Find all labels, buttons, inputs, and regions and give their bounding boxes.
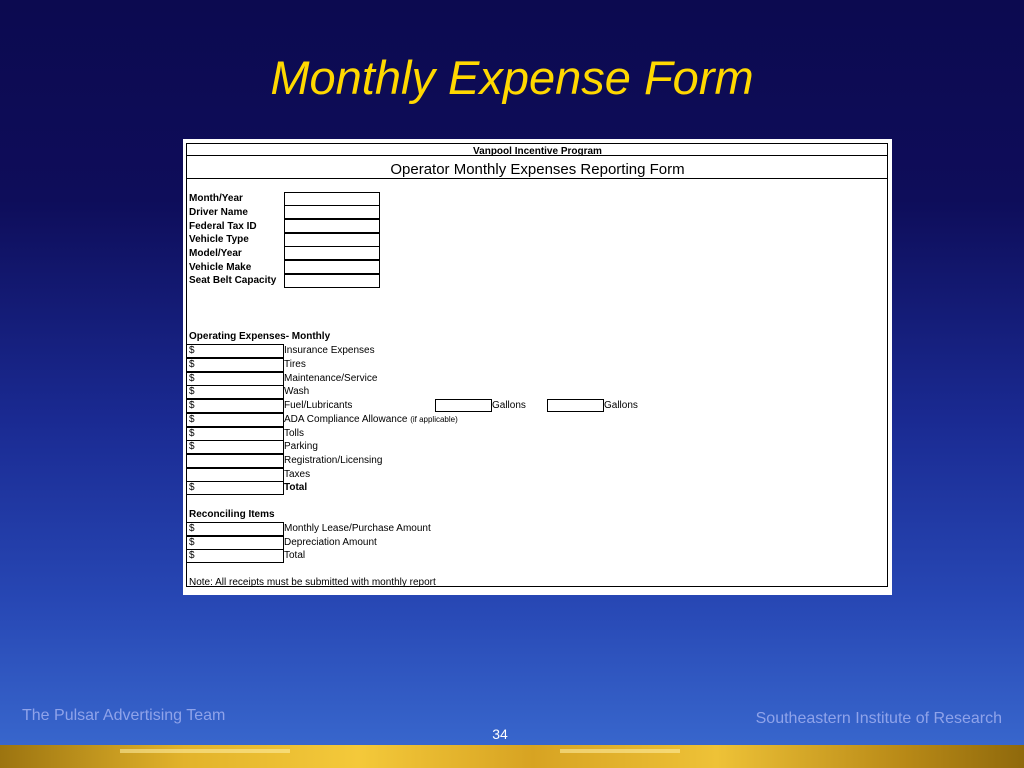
- registration-licensing-label: Registration/Licensing: [284, 455, 383, 466]
- fuel-gallons-field-1[interactable]: [435, 399, 492, 412]
- dollar-sign: $: [189, 523, 195, 534]
- wash-field[interactable]: [186, 385, 284, 399]
- wash-label: Wash: [284, 386, 310, 397]
- ada-compliance-label: [284, 414, 458, 426]
- dollar-sign: $: [189, 414, 195, 425]
- dollar-sign: $: [189, 386, 195, 397]
- dollar-sign: $: [189, 359, 195, 370]
- dollar-sign: $: [189, 482, 195, 493]
- dollar-sign: $: [189, 345, 195, 356]
- dollar-sign: $: [189, 537, 195, 548]
- lease-purchase-label: Monthly Lease/Purchase Amount: [284, 523, 431, 534]
- info-label-vehicle-type: Vehicle Type: [189, 234, 249, 245]
- reconciling-items-heading: Reconciling Items: [189, 509, 275, 520]
- reconciling-total-label: Total: [284, 550, 306, 561]
- dollar-sign: $: [189, 400, 195, 411]
- receipts-note: Note: All receipts must be submitted with monthly report: [189, 577, 436, 588]
- vehicle-type-field[interactable]: [284, 233, 380, 247]
- program-name: Vanpool Incentive Program: [473, 146, 602, 157]
- gallons-label-2: Gallons: [604, 400, 638, 411]
- maintenance-service-label: Maintenance/Service: [284, 373, 378, 384]
- tolls-label: Tolls: [284, 428, 305, 439]
- maintenance-service-field[interactable]: [186, 372, 284, 386]
- month-year-field[interactable]: [284, 192, 380, 206]
- dollar-sign: $: [189, 373, 195, 384]
- federal-tax-id-field[interactable]: [284, 219, 380, 233]
- if-applicable-note: (if applicable): [410, 415, 458, 424]
- model-year-field[interactable]: [284, 246, 380, 260]
- gallons-label-1: Gallons: [492, 400, 526, 411]
- parking-field[interactable]: [186, 440, 284, 454]
- footer-team-name: The Pulsar Advertising Team: [22, 707, 226, 724]
- info-label-month-year: Month/Year: [189, 193, 243, 204]
- insurance-expenses-label: Insurance Expenses: [284, 345, 375, 356]
- dollar-sign: $: [189, 550, 195, 561]
- expense-form-image: [183, 139, 892, 595]
- seat-belt-capacity-field[interactable]: [284, 274, 380, 288]
- reconciling-total-field[interactable]: [186, 549, 284, 563]
- vehicle-make-field[interactable]: [284, 260, 380, 274]
- insurance-expenses-field[interactable]: [186, 344, 284, 358]
- footer-organization: Southeastern Institute of Research: [755, 710, 1002, 727]
- dollar-sign: $: [189, 428, 195, 439]
- ada-compliance-text: ADA Compliance Allowance: [284, 414, 408, 425]
- operating-total-field[interactable]: [186, 481, 284, 495]
- ada-compliance-field[interactable]: [186, 413, 284, 427]
- taxes-label: Taxes: [284, 469, 311, 480]
- page-number: 34: [492, 726, 508, 742]
- info-label-vehicle-make: Vehicle Make: [189, 262, 252, 273]
- info-label-seat-belt-capacity: Seat Belt Capacity: [189, 275, 277, 286]
- lease-purchase-field[interactable]: [186, 522, 284, 536]
- registration-licensing-field[interactable]: [186, 454, 284, 468]
- info-label-driver-name: Driver Name: [189, 207, 248, 218]
- parking-label: Parking: [284, 441, 318, 452]
- tires-field[interactable]: [186, 358, 284, 372]
- info-label-federal-tax-id: Federal Tax ID: [189, 221, 257, 232]
- info-label-model-year: Model/Year: [189, 248, 242, 259]
- fuel-lubricants-label: Fuel/Lubricants: [284, 400, 353, 411]
- form-name: Operator Monthly Expenses Reporting Form: [390, 161, 685, 178]
- tolls-field[interactable]: [186, 427, 284, 441]
- header-divider-bottom: [186, 178, 888, 179]
- slide-title: Monthly Expense Form: [270, 51, 754, 104]
- depreciation-label: Depreciation Amount: [284, 537, 377, 548]
- depreciation-field[interactable]: [186, 536, 284, 550]
- fuel-gallons-field-2[interactable]: [547, 399, 604, 412]
- footer-bar-highlight: [560, 749, 680, 753]
- footer-gold-bar: [0, 745, 1024, 768]
- taxes-field[interactable]: [186, 468, 284, 482]
- fuel-lubricants-field[interactable]: [186, 399, 284, 413]
- dollar-sign: $: [189, 441, 195, 452]
- operating-expenses-heading: Operating Expenses- Monthly: [189, 331, 331, 342]
- driver-name-field[interactable]: [284, 205, 380, 219]
- operating-total-label: Total: [284, 482, 308, 493]
- tires-label: Tires: [284, 359, 306, 370]
- footer-bar-highlight: [120, 749, 290, 753]
